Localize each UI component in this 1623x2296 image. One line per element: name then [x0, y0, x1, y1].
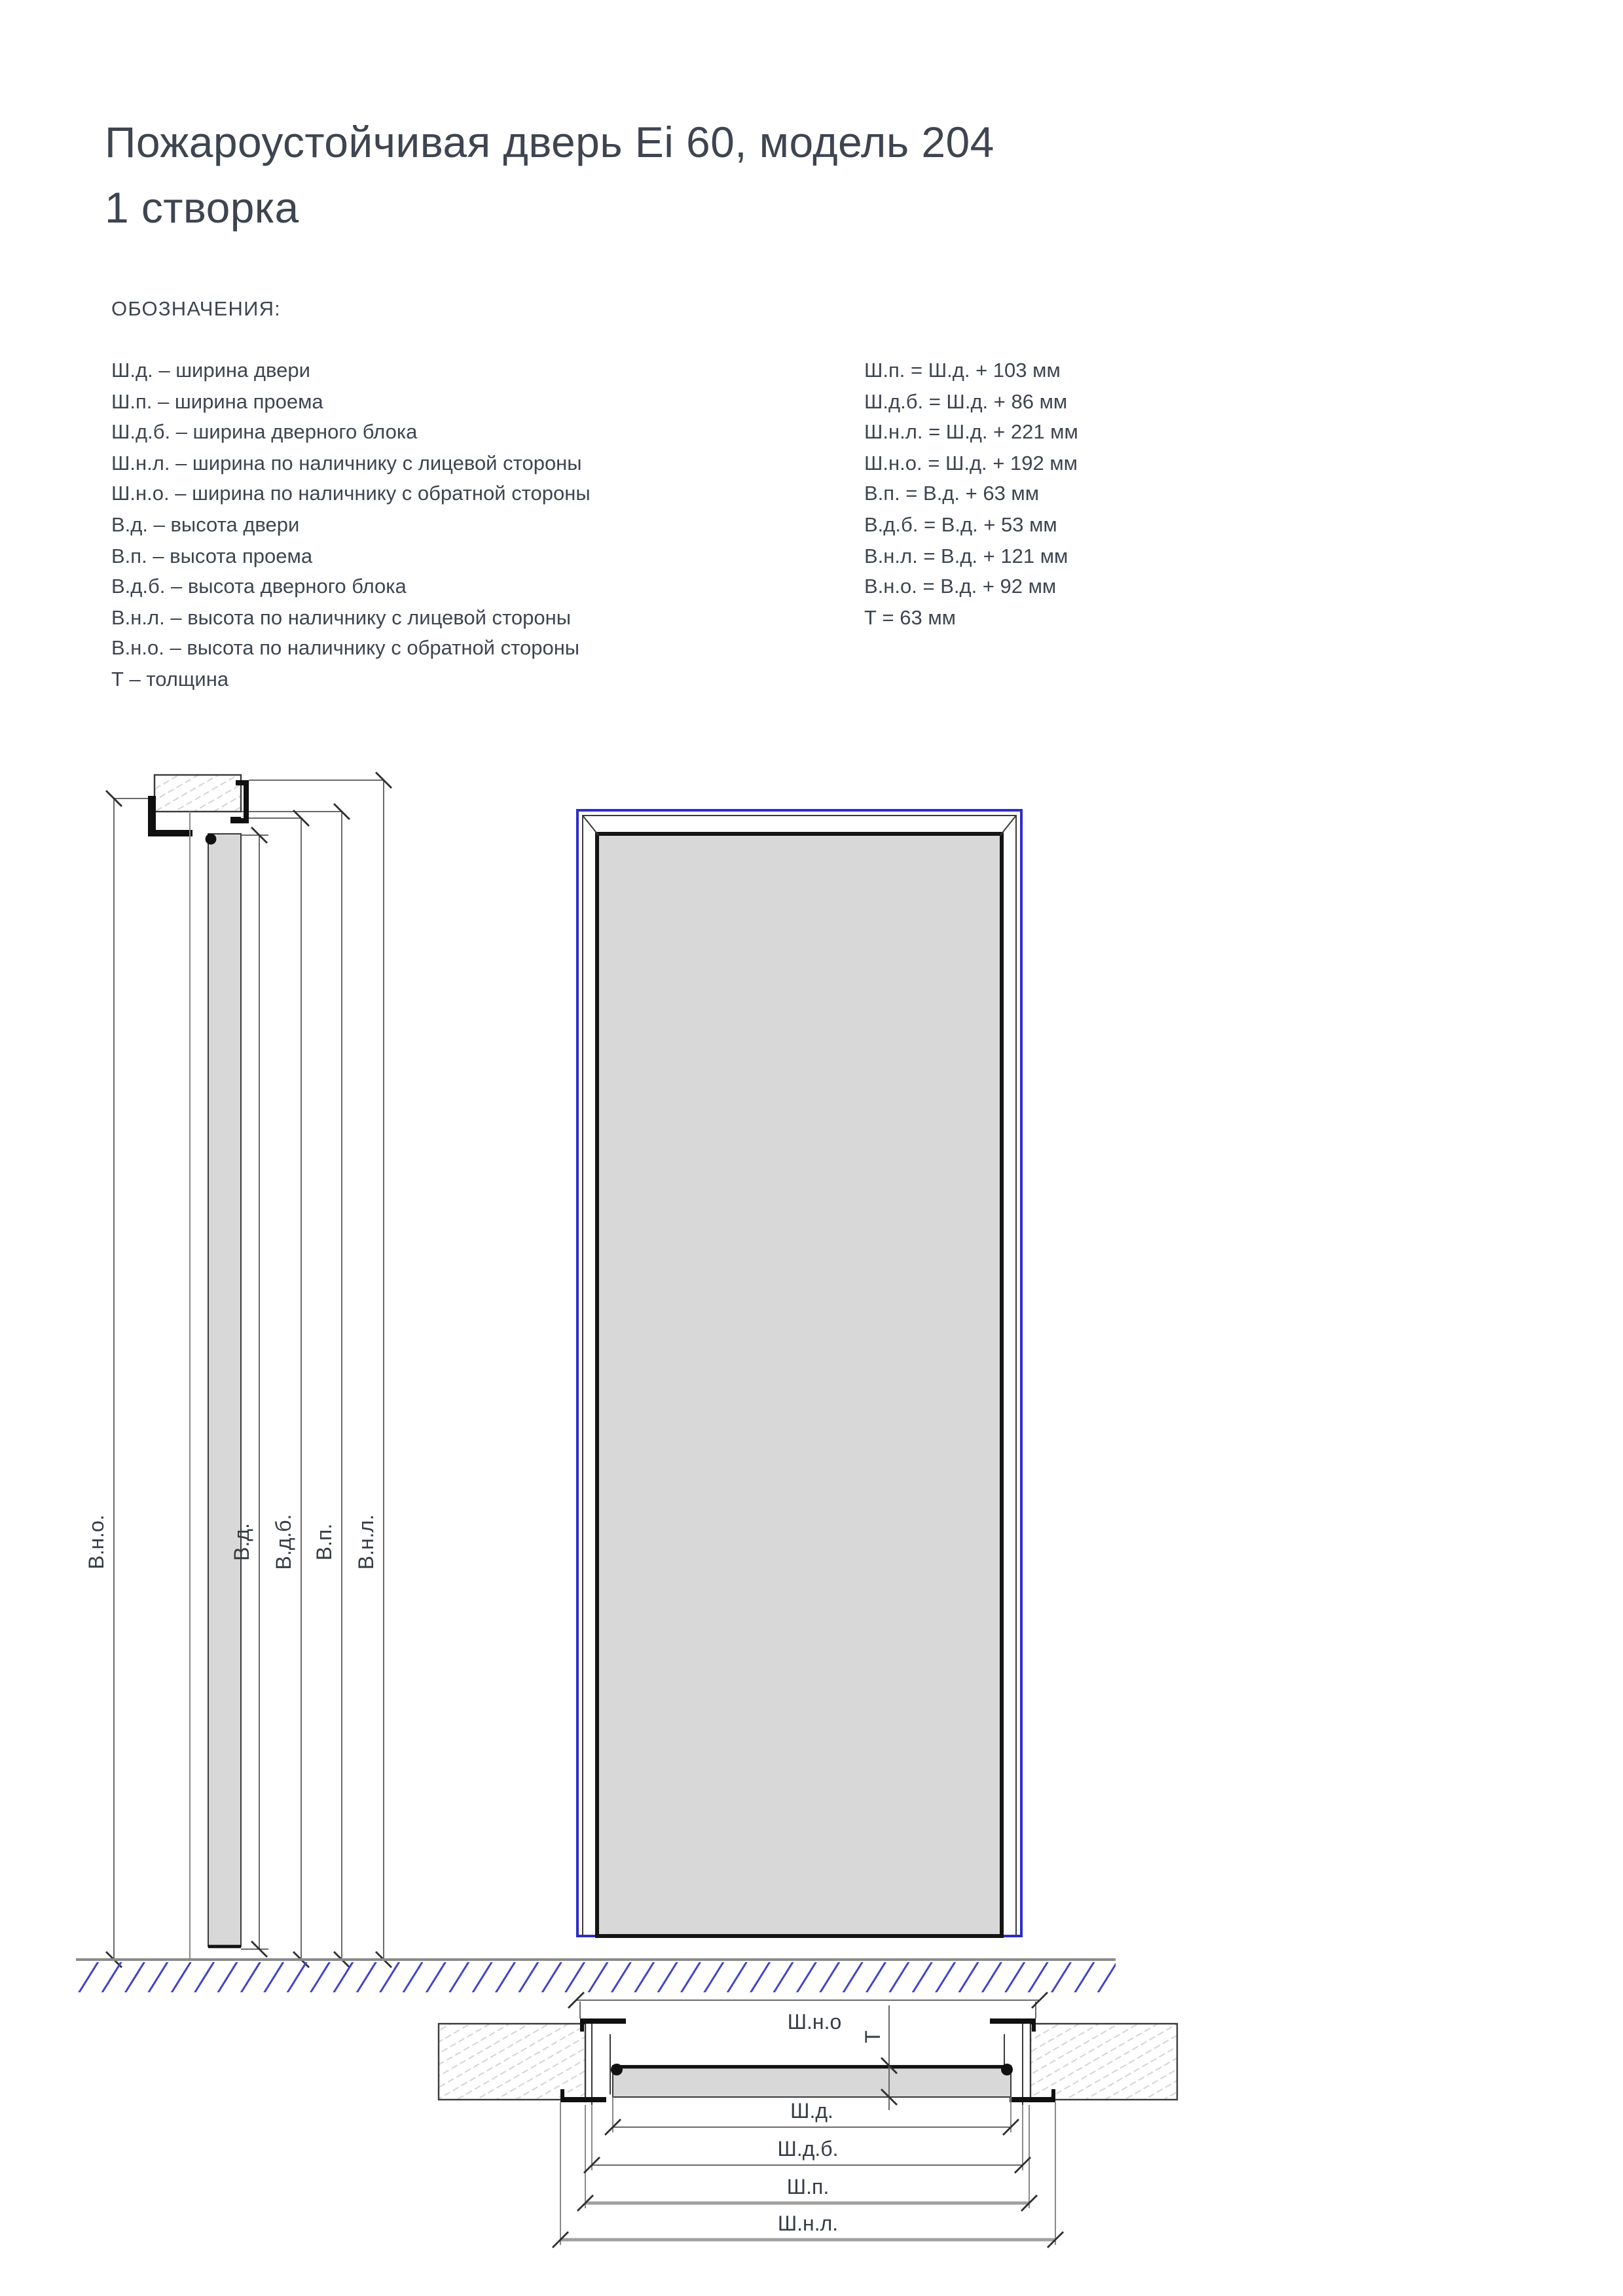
front-view — [577, 810, 1021, 1936]
legend-item: Ш.п. – ширина проема — [111, 391, 323, 414]
formula-item: Ш.н.о. = Ш.д. + 192 мм — [864, 452, 1078, 475]
dim-label-vd: В.д. — [232, 1523, 254, 1561]
dim-label-shd: Ш.д. — [790, 2101, 833, 2123]
legend-item: Ш.д. – ширина двери — [111, 360, 310, 382]
plan-hinge-dot-right — [1001, 2064, 1013, 2075]
dim-label-vno: В.н.о. — [86, 1515, 109, 1570]
dim-label-shp: Ш.п. — [786, 2177, 830, 2199]
dim-label-shno: Ш.н.о — [787, 2012, 842, 2034]
dim-label-vnl: В.н.л. — [356, 1514, 378, 1570]
formula-item: В.н.л. = В.д. + 121 мм — [864, 545, 1068, 568]
legend-item: В.п. – высота проема — [111, 545, 313, 568]
vertical-section-view — [106, 772, 392, 1967]
formula-item: В.д.б. = В.д. + 53 мм — [864, 514, 1057, 537]
legend-item: В.н.о. – высота по наличнику с обратной стороны — [111, 637, 580, 660]
section-door-leaf — [208, 834, 241, 1946]
legend-item: Ш.д.б. – ширина дверного блока — [111, 422, 418, 444]
page-title-line2: 1 створка — [105, 183, 299, 232]
plan-right-wall — [1030, 2024, 1177, 2100]
legend-item: Ш.н.о. – ширина по наличнику с обратной стороны — [111, 483, 591, 506]
section-dim-ticks — [106, 772, 392, 1967]
front-view-mitre-top-right — [1000, 816, 1016, 835]
legend-heading: ОБОЗНАЧЕНИЯ: — [111, 298, 281, 321]
section-lintel-wall — [155, 775, 241, 812]
formula-item: Ш.д.б. = Ш.д. + 86 мм — [864, 391, 1068, 414]
front-view-door-leaf — [597, 834, 1002, 1936]
dim-label-shdb: Ш.д.б. — [777, 2139, 839, 2161]
dim-label-shnl: Ш.н.л. — [777, 2214, 839, 2236]
legend-item: В.д. – высота двери — [111, 514, 300, 537]
formula-item: В.п. = В.д. + 63 мм — [864, 483, 1040, 506]
legend-item: В.н.л. – высота по наличнику с лицевой стороны — [111, 607, 571, 630]
dim-label-vp: В.п. — [314, 1523, 337, 1561]
plan-left-wall — [439, 2024, 585, 2100]
dim-label-vdb: В.д.б. — [274, 1514, 296, 1570]
legend-item: Т – толщина — [111, 668, 229, 691]
floor-hatch — [76, 1962, 1116, 1992]
formula-item: Ш.п. = Ш.д. + 103 мм — [864, 360, 1061, 382]
section-extension-lines — [114, 780, 384, 1949]
section-hinge-dot — [206, 834, 217, 845]
formula-item: В.н.о. = В.д. + 92 мм — [864, 576, 1057, 599]
front-view-mitre-top-left — [583, 816, 598, 835]
legend-item: В.д.б. – высота дверного блока — [111, 576, 407, 599]
formula-item: Ш.н.л. = Ш.д. + 221 мм — [864, 422, 1078, 444]
section-front-casing-foot — [230, 817, 241, 823]
plan-door-leaf — [613, 2066, 1011, 2097]
plan-hinge-dot-left — [611, 2064, 623, 2075]
dim-label-t: Т — [863, 2030, 885, 2043]
formula-item: Т = 63 мм — [864, 607, 956, 630]
page-title-line1: Пожароустойчивая дверь Ei 60, модель 204 — [105, 118, 994, 166]
legend-item: Ш.н.л. – ширина по наличнику с лицевой стороны — [111, 452, 582, 475]
